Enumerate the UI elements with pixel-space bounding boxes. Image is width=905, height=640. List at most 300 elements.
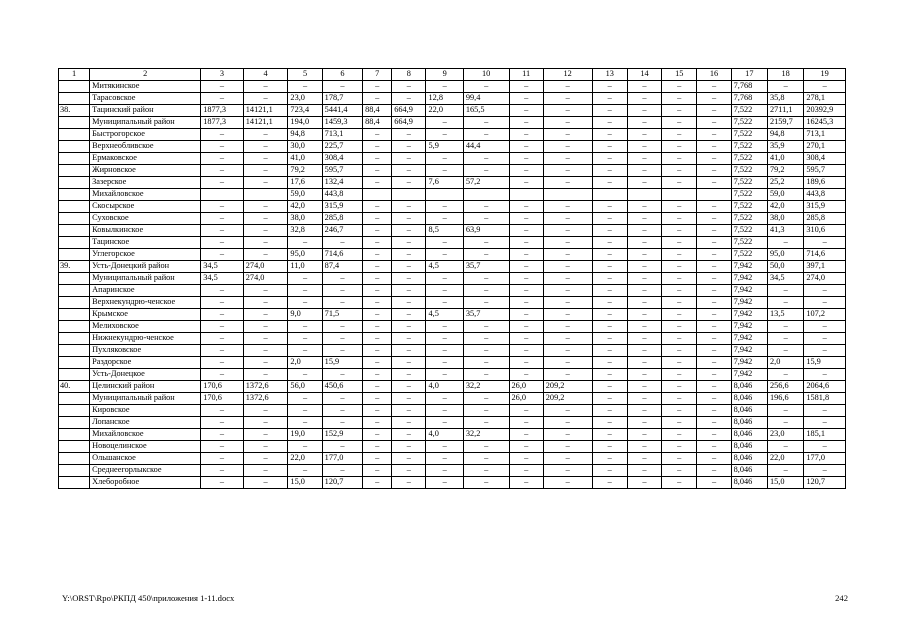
value-cell: – <box>363 261 392 273</box>
value-cell: 11,0 <box>288 261 322 273</box>
value-cell: – <box>243 357 288 369</box>
value-cell: – <box>201 477 244 489</box>
value-cell: – <box>627 453 661 465</box>
row-number-cell <box>59 417 90 429</box>
value-cell: 285,8 <box>804 213 846 225</box>
value-cell: – <box>322 369 362 381</box>
table-row <box>59 393 846 405</box>
row-number-cell <box>59 297 90 309</box>
value-cell: – <box>697 381 731 393</box>
value-cell: – <box>592 357 627 369</box>
table-row <box>59 285 846 297</box>
value-cell: – <box>592 429 627 441</box>
value-cell: – <box>804 81 846 93</box>
value-cell: – <box>627 381 661 393</box>
value-cell: – <box>509 153 543 165</box>
value-cell: – <box>627 357 661 369</box>
value-cell: – <box>662 453 697 465</box>
value-cell: – <box>662 261 697 273</box>
header-row <box>59 69 846 81</box>
value-cell: – <box>697 81 731 93</box>
value-cell: 42,0 <box>288 201 322 213</box>
value-cell: – <box>509 261 543 273</box>
header-cell: 11 <box>509 69 543 81</box>
table-row <box>59 381 846 393</box>
row-name-cell: Быстрогорское <box>90 129 201 141</box>
value-cell: – <box>363 381 392 393</box>
value-cell: 56,0 <box>288 381 322 393</box>
value-cell: 25,2 <box>767 177 803 189</box>
value-cell: 88,4 <box>363 105 392 117</box>
value-cell: – <box>662 465 697 477</box>
value-cell: 713,1 <box>804 129 846 141</box>
header-cell: 7 <box>363 69 392 81</box>
value-cell: – <box>627 333 661 345</box>
value-cell: – <box>392 81 426 93</box>
value-cell: 63,9 <box>463 225 509 237</box>
value-cell: – <box>804 321 846 333</box>
value-cell: – <box>426 213 463 225</box>
value-cell: – <box>201 249 244 261</box>
table-row <box>59 141 846 153</box>
value-cell: – <box>543 141 592 153</box>
value-cell: – <box>543 441 592 453</box>
value-cell: – <box>697 237 731 249</box>
value-cell: 2711,1 <box>767 105 803 117</box>
value-cell: – <box>804 369 846 381</box>
value-cell: – <box>543 477 592 489</box>
value-cell: 94,8 <box>288 129 322 141</box>
value-cell: 7,522 <box>731 141 767 153</box>
value-cell: – <box>543 237 592 249</box>
value-cell: – <box>363 129 392 141</box>
value-cell: – <box>201 237 244 249</box>
value-cell: – <box>392 165 426 177</box>
value-cell: 7,522 <box>731 249 767 261</box>
table-row <box>59 273 846 285</box>
value-cell: 16245,3 <box>804 117 846 129</box>
value-cell: – <box>509 93 543 105</box>
value-cell: – <box>662 321 697 333</box>
value-cell: – <box>592 93 627 105</box>
row-number-cell <box>59 441 90 453</box>
value-cell: – <box>201 213 244 225</box>
row-number-cell <box>59 153 90 165</box>
value-cell: 95,0 <box>767 249 803 261</box>
value-cell: – <box>697 93 731 105</box>
value-cell: – <box>322 297 362 309</box>
value-cell: – <box>543 369 592 381</box>
row-name-cell: Ковылкинское <box>90 225 201 237</box>
row-name-cell: Новоцелинское <box>90 441 201 453</box>
value-cell: – <box>463 249 509 261</box>
value-cell: – <box>288 369 322 381</box>
value-cell <box>392 189 426 201</box>
table-row <box>59 357 846 369</box>
value-cell: 7,768 <box>731 93 767 105</box>
value-cell: – <box>627 249 661 261</box>
value-cell: 178,7 <box>322 93 362 105</box>
value-cell: – <box>662 213 697 225</box>
value-cell: – <box>509 417 543 429</box>
value-cell: 22,0 <box>767 453 803 465</box>
row-number-cell <box>59 141 90 153</box>
value-cell: 20392,9 <box>804 105 846 117</box>
row-name-cell: Ермаковское <box>90 153 201 165</box>
value-cell: – <box>243 81 288 93</box>
value-cell: 8,046 <box>731 405 767 417</box>
value-cell: – <box>322 441 362 453</box>
row-name-cell: Раздорское <box>90 357 201 369</box>
value-cell: – <box>627 465 661 477</box>
value-cell: – <box>463 453 509 465</box>
value-cell: – <box>592 345 627 357</box>
value-cell: – <box>463 297 509 309</box>
value-cell <box>363 189 392 201</box>
value-cell: – <box>697 177 731 189</box>
value-cell: 8,5 <box>426 225 463 237</box>
value-cell: – <box>543 297 592 309</box>
value-cell: 443,8 <box>322 189 362 201</box>
value-cell: – <box>426 297 463 309</box>
value-cell: – <box>426 393 463 405</box>
table-row <box>59 261 846 273</box>
value-cell: – <box>767 237 803 249</box>
value-cell: – <box>288 405 322 417</box>
row-number-cell <box>59 285 90 297</box>
value-cell: 120,7 <box>804 477 846 489</box>
value-cell: – <box>288 393 322 405</box>
value-cell: – <box>697 153 731 165</box>
value-cell: – <box>627 81 661 93</box>
value-cell: – <box>201 309 244 321</box>
value-cell: – <box>697 297 731 309</box>
value-cell: – <box>697 417 731 429</box>
value-cell: – <box>543 201 592 213</box>
value-cell: – <box>509 165 543 177</box>
value-cell: – <box>426 465 463 477</box>
value-cell: – <box>697 465 731 477</box>
value-cell: – <box>592 213 627 225</box>
value-cell: 8,046 <box>731 393 767 405</box>
value-cell: – <box>392 153 426 165</box>
value-cell: – <box>662 117 697 129</box>
value-cell: – <box>243 213 288 225</box>
value-cell: – <box>543 117 592 129</box>
value-cell: – <box>804 237 846 249</box>
value-cell: – <box>543 453 592 465</box>
value-cell: 274,0 <box>243 273 288 285</box>
value-cell: – <box>697 393 731 405</box>
value-cell: – <box>201 345 244 357</box>
value-cell: – <box>509 309 543 321</box>
header-cell: 12 <box>543 69 592 81</box>
data-table <box>58 68 846 489</box>
value-cell: – <box>426 237 463 249</box>
value-cell: – <box>804 333 846 345</box>
table-row <box>59 129 846 141</box>
value-cell: – <box>426 201 463 213</box>
value-cell: 14121,1 <box>243 117 288 129</box>
value-cell: – <box>509 441 543 453</box>
value-cell: – <box>392 405 426 417</box>
value-cell: – <box>592 261 627 273</box>
row-number-cell <box>59 225 90 237</box>
value-cell: – <box>592 441 627 453</box>
row-number-cell <box>59 177 90 189</box>
value-cell: – <box>243 285 288 297</box>
value-cell: – <box>592 177 627 189</box>
value-cell: – <box>697 357 731 369</box>
table-row <box>59 201 846 213</box>
value-cell: – <box>509 345 543 357</box>
value-cell: – <box>767 417 803 429</box>
value-cell: 35,7 <box>463 309 509 321</box>
value-cell: – <box>463 345 509 357</box>
value-cell <box>697 189 731 201</box>
value-cell: – <box>392 381 426 393</box>
value-cell: 15,0 <box>288 477 322 489</box>
value-cell: 189,6 <box>804 177 846 189</box>
row-name-cell: Усть-Донецкий район <box>90 261 201 273</box>
table-row <box>59 369 846 381</box>
table-row <box>59 321 846 333</box>
table-row <box>59 441 846 453</box>
value-cell: – <box>592 129 627 141</box>
value-cell: – <box>463 237 509 249</box>
value-cell: – <box>243 141 288 153</box>
value-cell <box>426 189 463 201</box>
header-cell: 17 <box>731 69 767 81</box>
value-cell: 13,5 <box>767 309 803 321</box>
footer-file-path: Y:\ORST\Rpo\РКПД 450\приложения 1-11.docx <box>62 593 235 603</box>
table-body <box>59 81 846 489</box>
value-cell: – <box>592 201 627 213</box>
value-cell: – <box>627 441 661 453</box>
value-cell: – <box>804 417 846 429</box>
value-cell: – <box>363 429 392 441</box>
value-cell: 1372,6 <box>243 381 288 393</box>
value-cell: 50,0 <box>767 261 803 273</box>
value-cell: – <box>288 273 322 285</box>
value-cell: – <box>363 333 392 345</box>
value-cell: 196,6 <box>767 393 803 405</box>
value-cell: – <box>392 441 426 453</box>
value-cell: – <box>804 441 846 453</box>
value-cell: 7,522 <box>731 189 767 201</box>
value-cell: – <box>509 453 543 465</box>
value-cell: – <box>392 261 426 273</box>
value-cell: – <box>363 93 392 105</box>
value-cell: – <box>392 201 426 213</box>
header-cell: 5 <box>288 69 322 81</box>
value-cell: – <box>543 465 592 477</box>
row-name-cell: Михайловское <box>90 189 201 201</box>
row-name-cell: Лопанское <box>90 417 201 429</box>
table-row <box>59 453 846 465</box>
value-cell: – <box>592 297 627 309</box>
value-cell: – <box>392 477 426 489</box>
value-cell: – <box>697 429 731 441</box>
value-cell: – <box>509 249 543 261</box>
value-cell: 209,2 <box>543 393 592 405</box>
value-cell: – <box>543 417 592 429</box>
value-cell: 7,522 <box>731 237 767 249</box>
value-cell: – <box>426 321 463 333</box>
value-cell: – <box>627 345 661 357</box>
value-cell: – <box>463 285 509 297</box>
value-cell: 1372,6 <box>243 393 288 405</box>
value-cell: – <box>243 345 288 357</box>
value-cell: – <box>392 93 426 105</box>
value-cell: – <box>662 357 697 369</box>
value-cell: – <box>201 369 244 381</box>
value-cell: 7,942 <box>731 273 767 285</box>
value-cell: – <box>592 309 627 321</box>
value-cell: 22,0 <box>426 105 463 117</box>
row-number-cell <box>59 309 90 321</box>
value-cell: – <box>662 429 697 441</box>
value-cell: – <box>201 321 244 333</box>
value-cell: – <box>592 105 627 117</box>
value-cell: 194,0 <box>288 117 322 129</box>
value-cell: 165,5 <box>463 105 509 117</box>
value-cell: 35,9 <box>767 141 803 153</box>
value-cell: – <box>288 441 322 453</box>
row-name-cell: Крымское <box>90 309 201 321</box>
value-cell: – <box>662 393 697 405</box>
value-cell: 19,0 <box>288 429 322 441</box>
header-cell: 18 <box>767 69 803 81</box>
value-cell: – <box>592 81 627 93</box>
value-cell: 41,0 <box>767 153 803 165</box>
value-cell: 42,0 <box>767 201 803 213</box>
value-cell: – <box>392 237 426 249</box>
value-cell <box>243 189 288 201</box>
value-cell: 79,2 <box>767 165 803 177</box>
value-cell: – <box>392 417 426 429</box>
row-name-cell: Михайловское <box>90 429 201 441</box>
value-cell: – <box>243 369 288 381</box>
row-name-cell: Суховское <box>90 213 201 225</box>
row-name-cell: Мелиховское <box>90 321 201 333</box>
value-cell: – <box>662 381 697 393</box>
value-cell: – <box>426 333 463 345</box>
value-cell: – <box>662 345 697 357</box>
row-name-cell: Апаринское <box>90 285 201 297</box>
value-cell: – <box>662 249 697 261</box>
row-number-cell <box>59 405 90 417</box>
value-cell: – <box>201 153 244 165</box>
value-cell: 5441,4 <box>322 105 362 117</box>
value-cell: – <box>627 201 661 213</box>
value-cell: – <box>543 93 592 105</box>
value-cell: 23,0 <box>767 429 803 441</box>
value-cell: 308,4 <box>804 153 846 165</box>
value-cell: – <box>627 285 661 297</box>
value-cell: – <box>543 153 592 165</box>
row-name-cell: Жирновское <box>90 165 201 177</box>
value-cell: – <box>392 369 426 381</box>
value-cell: – <box>322 273 362 285</box>
value-cell: 87,4 <box>322 261 362 273</box>
value-cell: – <box>592 465 627 477</box>
value-cell: – <box>426 81 463 93</box>
value-cell: – <box>392 213 426 225</box>
value-cell: 285,8 <box>322 213 362 225</box>
value-cell: – <box>463 465 509 477</box>
row-number-cell <box>59 129 90 141</box>
value-cell: 256,6 <box>767 381 803 393</box>
value-cell: – <box>426 441 463 453</box>
value-cell: – <box>201 93 244 105</box>
value-cell: 8,046 <box>731 441 767 453</box>
value-cell: 5,9 <box>426 141 463 153</box>
row-name-cell: Муниципальный район <box>90 117 201 129</box>
value-cell <box>509 189 543 201</box>
value-cell: – <box>804 345 846 357</box>
value-cell: – <box>363 405 392 417</box>
value-cell: 4,5 <box>426 261 463 273</box>
value-cell: – <box>243 405 288 417</box>
value-cell: 714,6 <box>804 249 846 261</box>
value-cell: – <box>627 165 661 177</box>
value-cell: 59,0 <box>288 189 322 201</box>
value-cell: – <box>697 345 731 357</box>
value-cell: – <box>543 321 592 333</box>
value-cell: – <box>592 249 627 261</box>
value-cell: – <box>509 141 543 153</box>
value-cell: – <box>363 237 392 249</box>
value-cell: – <box>392 285 426 297</box>
header-cell: 2 <box>90 69 201 81</box>
value-cell: – <box>627 477 661 489</box>
value-cell: – <box>426 369 463 381</box>
value-cell: – <box>288 297 322 309</box>
row-number-cell: 38. <box>59 105 90 117</box>
value-cell: 170,6 <box>201 381 244 393</box>
value-cell: 7,768 <box>731 81 767 93</box>
value-cell: 34,5 <box>767 273 803 285</box>
value-cell: – <box>509 285 543 297</box>
value-cell: – <box>322 237 362 249</box>
value-cell: – <box>243 201 288 213</box>
row-name-cell: Нижнекундрю-ченское <box>90 333 201 345</box>
value-cell: – <box>463 321 509 333</box>
value-cell: – <box>426 117 463 129</box>
value-cell: 209,2 <box>543 381 592 393</box>
value-cell: 714,6 <box>322 249 362 261</box>
value-cell: 185,1 <box>804 429 846 441</box>
value-cell: 443,8 <box>804 189 846 201</box>
value-cell: – <box>662 333 697 345</box>
row-number-cell <box>59 345 90 357</box>
value-cell: 23,0 <box>288 93 322 105</box>
value-cell: – <box>392 333 426 345</box>
value-cell: – <box>767 405 803 417</box>
value-cell: – <box>463 393 509 405</box>
value-cell: – <box>288 465 322 477</box>
value-cell: 95,0 <box>288 249 322 261</box>
value-cell: 2,0 <box>288 357 322 369</box>
row-number-cell <box>59 429 90 441</box>
header-cell: 16 <box>697 69 731 81</box>
value-cell: – <box>543 129 592 141</box>
row-number-cell <box>59 117 90 129</box>
value-cell: 1877,3 <box>201 105 244 117</box>
value-cell: 278,1 <box>804 93 846 105</box>
value-cell: – <box>322 405 362 417</box>
